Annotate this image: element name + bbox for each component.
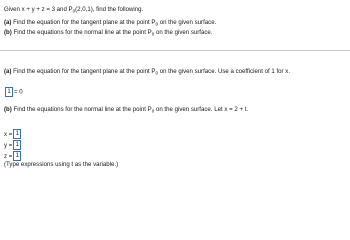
tangent-plane-input[interactable]: 1 <box>5 87 13 97</box>
part-a-description: (a) Find the equation for the tangent plane at the point $P_0$ on the given surface. <box>4 19 217 27</box>
normal-line-y-row <box>4 140 22 150</box>
y-equation-input[interactable]: 1 <box>13 140 21 150</box>
z-label: z = <box>4 152 13 160</box>
problem-intro: Given x + y + z = 3 and $P_0(2,0,1)$, find the following. <box>4 6 144 14</box>
part-b-description: (b) Find the equations for the normal line at the point $P_0$ on the given surface. <box>4 29 213 37</box>
expression-hint: (Type expressions using t as the variable.) <box>4 161 119 168</box>
tangent-plane-answer-row <box>4 87 23 97</box>
normal-line-z-row <box>4 151 22 161</box>
z-equation-input[interactable]: 1 <box>13 151 21 161</box>
normal-line-x-row <box>4 129 22 139</box>
y-label: y = <box>4 141 13 149</box>
equals-zero-label: = 0 <box>14 88 23 96</box>
x-label: x = <box>4 130 13 138</box>
section-b-question: (b) Find the equations for the normal line at the point $P_0$ on the given surface. Let x = 2 + t. <box>4 106 249 114</box>
section-a-question: (a) Find the equation for the tangent plane at the point $P_0$ on the given surface. Use a coefficient of 1 for x. <box>4 68 291 76</box>
section-divider <box>0 50 350 51</box>
x-equation-input[interactable]: 1 <box>13 129 21 139</box>
